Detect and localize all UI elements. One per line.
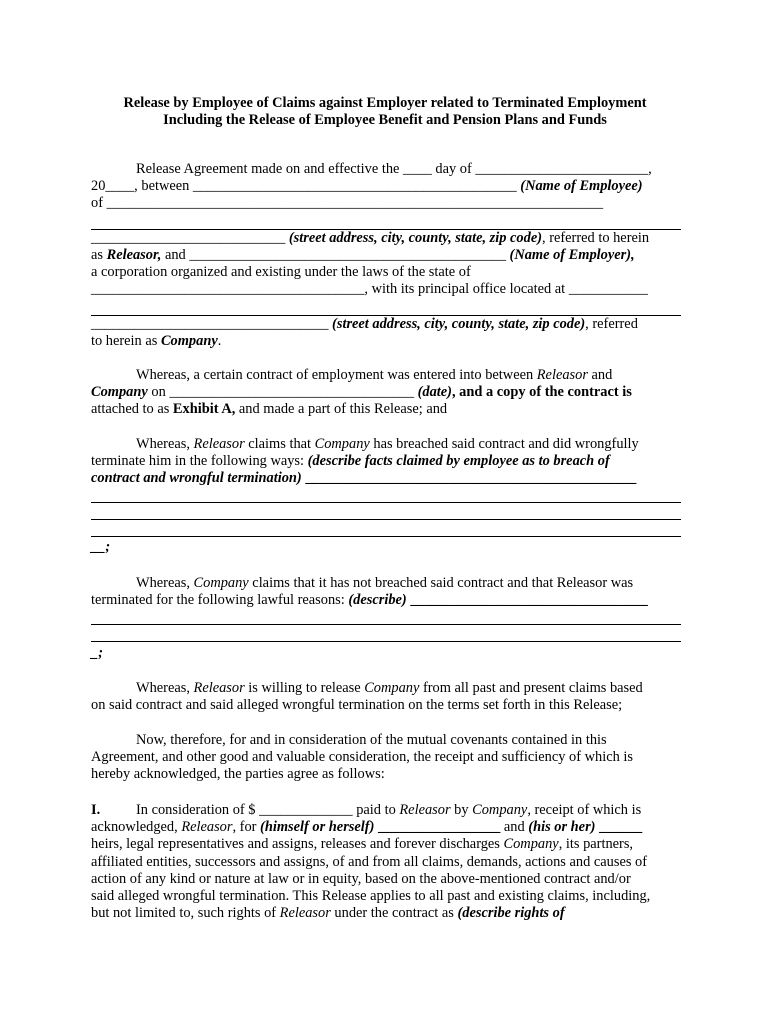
text-line: action of any kind or nature at law or in equity, based on the above-mentioned contract and/or [91,870,631,887]
text-line: hereby acknowledged, the parties agree as follows: [91,766,385,783]
text-line: ___________________________ (street address, city, county, state, zip code), referred to herein [91,229,650,246]
blank-fill-line [91,229,681,230]
blank-fill-line [91,315,681,316]
text-line: terminate him in the following ways: (describe facts claimed by employee as to breach of [91,453,610,470]
text-line: but not limited to, such rights of Releasor under the contract as (describe rights of [91,905,565,922]
text-line: Whereas, a certain contract of employment was entered into between Releasor and [136,367,613,383]
paragraph-company-claims [91,575,681,609]
paragraph-parties [91,161,681,350]
text-line: a corporation organized and existing under the laws of the state of [91,264,471,281]
text-line: _; [91,645,103,661]
text-line: terminated for the following lawful reasons: (describe) _________________________________ [91,592,648,609]
paragraph-consideration [91,732,681,784]
blank-fill-line [91,519,681,520]
text-line: _________________________________ (street address, city, county, state, zip code), referred [91,315,638,332]
text-line: said alleged wrongful termination. This Release applies to all past and existing claims, including, [91,887,651,904]
text-line: Release Agreement made on and effective the ____ day of ________________________, [136,161,652,177]
text-line: Company on __________________________________ (date), and a copy of the contract is [91,384,632,401]
text-line: heirs, legal representatives and assigns, releases and forever discharges Company, its partners, [91,836,634,853]
text-line: on said contract and said alleged wrongful termination on the terms set forth in this Release; [91,697,623,714]
section-number: I. [91,802,101,818]
text-line: I. In consideration of $ _____________ paid to Releasor by Company, receipt of which is [91,802,642,818]
section-one [91,802,681,922]
paragraph-employee-claims [91,436,681,488]
document-title [60,95,710,130]
text-line: of _____________________________________________________________________ [91,195,604,212]
blank-fill-line [91,536,681,537]
text-line: affiliated entities, successors and assigns, of and from all claims, demands, actions and causes of [91,853,648,870]
text-line: Whereas, Releasor is willing to release Company from all past and present claims based [136,680,643,696]
paragraph-end [91,645,681,662]
text-line: ______________________________________, with its principal office located at ___________ [91,281,648,298]
blank-line-spacer [91,299,681,316]
text-line: __; [91,539,111,555]
paragraph-end [91,539,681,556]
text-line: Agreement, and other good and valuable consideration, the receipt and sufficiency of which is [91,749,633,766]
title-line-1: Release by Employee of Claims against Employer related to Terminated Employment [123,95,647,111]
text-line: to herein as Company. [91,332,222,349]
text-line: Whereas, Releasor claims that Company has breached said contract and did wrongfully [136,436,639,452]
text-line: 20____, between _____________________________________________ (Name of Employee) [91,178,643,195]
paragraph-willing-release [91,680,681,714]
paragraph-contract [91,367,681,419]
blank-fill-line [91,641,681,642]
text-line: as Releasor, and ____________________________________________ (Name of Employer), [91,246,635,263]
blank-fill-line [91,502,681,503]
text-line: Whereas, Company claims that it has not breached said contract and that Releasor was [136,575,634,591]
text-line: acknowledged, Releasor, for (himself or herself) _________________ and (his or her) ______ [91,819,643,836]
blank-line-spacer [91,213,681,230]
text-line: contract and wrongful termination) ______________________________________________ [91,470,637,487]
text-line: Now, therefore, for and in consideration of the mutual covenants contained in this [136,732,607,748]
title-line-2: Including the Release of Employee Benefit and Pension Plans and Funds [163,112,607,129]
text-line: attached to as Exhibit A, and made a part of this Release; and [91,401,448,418]
blank-fill-line [91,624,681,625]
